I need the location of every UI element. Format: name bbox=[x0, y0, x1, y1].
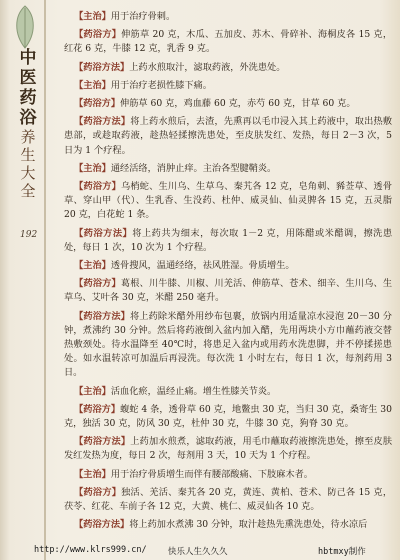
subtitle-char: 全 bbox=[20, 182, 36, 200]
section-tag: 【药浴方】 bbox=[74, 403, 121, 415]
paragraph-text: 独活、羌活、秦艽各 20 克，黄连、黄柏、苍术、防己各 15 克，茯苓、红花、车前子各 12 克，大黄、桃仁、威灵仙各 10 克。 bbox=[64, 486, 393, 513]
vertical-book-title bbox=[16, 48, 40, 200]
page-content bbox=[64, 10, 392, 537]
section-tag: 【主治】 bbox=[74, 260, 111, 272]
section-tag: 【药浴方法】 bbox=[74, 227, 133, 239]
subtitle-char: 大 bbox=[20, 164, 36, 182]
recipe-paragraph bbox=[64, 486, 392, 514]
recipe-paragraph bbox=[64, 79, 392, 93]
title-char: 医 bbox=[19, 68, 37, 88]
paragraph-text: 用于治疗骨质增生而伴有腰部酸痛、下肢麻木者。 bbox=[110, 468, 313, 480]
section-tag: 【主治】 bbox=[74, 162, 111, 174]
section-tag: 【主治】 bbox=[74, 79, 111, 91]
title-char: 中 bbox=[19, 48, 37, 68]
footer-url[interactable]: http://www.klrs999.cn/ bbox=[34, 545, 147, 555]
paragraph-text: 乌梢蛇、生川乌、生草乌、秦艽各 12 克，皂角刺、豨莶草、透骨草、穿山甲（代）、生乳香、生没药、杜仲、威灵仙、仙灵脾各 15 克，五灵脂 20 克，白花蛇 1 条。 bbox=[64, 181, 393, 221]
section-tag: 【药浴方】 bbox=[74, 29, 122, 41]
recipe-paragraph bbox=[64, 385, 392, 399]
recipe-paragraph bbox=[64, 403, 392, 431]
recipe-paragraph bbox=[64, 468, 392, 482]
paragraph-text: 透骨搜风，温通经络，祛风胜湿。骨质增生。 bbox=[110, 260, 295, 272]
recipe-paragraph bbox=[64, 97, 392, 111]
paragraph-text: 活血化瘀，温经止痛。增生性膝关节炎。 bbox=[110, 385, 277, 397]
section-tag: 【主治】 bbox=[74, 468, 111, 480]
paragraph-text: 蝮蛇 4 条，透骨草 60 克，地鳖虫 30 克，当归 30 克，桑寄生 30 克，独活 30 克，防风 30 克，杜仲 30 克，牛膝 30 克，狗脊 30 克。 bbox=[64, 403, 392, 430]
section-tag: 【主治】 bbox=[74, 11, 111, 22]
subtitle-char: 养 bbox=[20, 128, 36, 146]
paragraph-text: 用于治疗老损性膝下痛。 bbox=[110, 79, 212, 91]
paragraph-text: 用于治疗骨刺。 bbox=[110, 11, 176, 22]
paragraph-text: 葛根、川牛膝、川椒、川羌活、伸筋草、苍术、细辛、生川乌、生草乌、艾叶各 30 克，米醋 250 毫升。 bbox=[64, 278, 393, 304]
paragraph-text: 将上药除米醋外用纱布包裹，放锅内用适量凉水浸泡 20－30 分钟，煮沸约 30 分钟。然后将药液倒入盆内加入醋，先用两块小方巾蘸药液交替热敷颈处。待水温降至 40℃时，将患足入盆内或用药水洗患脚，并不停揉搓患处。如水温转凉可加温后再浸洗。每次洗 1 小时左右，每日 1 次，每剂药用 3 日。 bbox=[64, 310, 392, 379]
subtitle-char: 生 bbox=[20, 146, 36, 164]
title-char: 浴 bbox=[19, 108, 37, 128]
footer-slogan: 快乐人生久久久 bbox=[168, 547, 228, 557]
section-tag: 【药浴方法】 bbox=[74, 116, 131, 128]
section-tag: 【药浴方法】 bbox=[74, 519, 130, 531]
paragraph-text: 通经活络，消肿止痒。主治各型腱鞘炎。 bbox=[110, 162, 277, 174]
footer-bar bbox=[0, 540, 400, 560]
page-divider bbox=[44, 0, 46, 560]
recipe-paragraph bbox=[64, 435, 392, 463]
title-char: 药 bbox=[19, 88, 37, 108]
recipe-paragraph bbox=[64, 28, 392, 56]
recipe-paragraph bbox=[64, 10, 392, 24]
section-tag: 【药浴方】 bbox=[74, 278, 121, 290]
recipe-paragraph bbox=[64, 518, 392, 532]
section-tag: 【药浴方法】 bbox=[74, 436, 131, 448]
recipe-paragraph bbox=[64, 180, 392, 223]
section-tag: 【主治】 bbox=[74, 385, 111, 397]
recipe-paragraph bbox=[64, 61, 392, 75]
section-tag: 【药浴方】 bbox=[74, 181, 122, 193]
section-tag: 【药浴方法】 bbox=[74, 61, 130, 73]
recipe-paragraph bbox=[64, 162, 392, 176]
paragraph-text: 伸筋草 60 克，鸡血藤 60 克，赤芍 60 克，甘草 60 克。 bbox=[120, 98, 356, 110]
recipe-paragraph bbox=[64, 115, 392, 158]
leaf-decoration-icon bbox=[10, 4, 40, 50]
side-banner bbox=[6, 0, 46, 560]
section-tag: 【药浴方】 bbox=[74, 98, 121, 110]
section-tag: 【药浴方】 bbox=[74, 486, 122, 498]
paragraph-text: 伸筋草 20 克，木瓜、五加皮、苏木、骨碎补、海桐皮各 15 克，红花 6 克，牛膝 12 克，乳香 9 克。 bbox=[64, 29, 393, 55]
section-tag: 【药浴方法】 bbox=[74, 310, 130, 322]
recipe-paragraph bbox=[64, 277, 392, 305]
paragraph-text: 将上药加水煮沸 30 分钟，取汁趁热先熏洗患处，待水凉后 bbox=[129, 519, 368, 531]
paragraph-text: 将上药水煎后，去渣，先熏再以毛巾浸入其上药液中，取出热敷患部，或趁取药液，趁热轻揉擦洗患处，至皮肤发红、发热，每日 2－3 次，5 日为 1 个疗程。 bbox=[64, 116, 393, 156]
paragraph-text: 上药加水煎煮，滤取药液，用毛巾蘸取药液擦洗患处，擦至皮肤发红发热为度，每日 2 次，每剂用 3 天，10 天为 1 个疗程。 bbox=[64, 436, 393, 462]
paragraph-text: 上药水煎取汁，滤取药液，外洗患处。 bbox=[129, 61, 286, 73]
footer-credit: hbtmxy制作 bbox=[318, 547, 366, 557]
paragraph-text: 将上药共为细末，每次取 1－2 克，用陈醋或米醋调，擦洗患处，每日 1 次，10 次为 1 个疗程。 bbox=[64, 227, 393, 253]
recipe-paragraph bbox=[64, 259, 392, 273]
page-number: 192 bbox=[20, 230, 38, 240]
recipe-paragraph bbox=[64, 227, 392, 255]
recipe-paragraph bbox=[64, 310, 392, 381]
